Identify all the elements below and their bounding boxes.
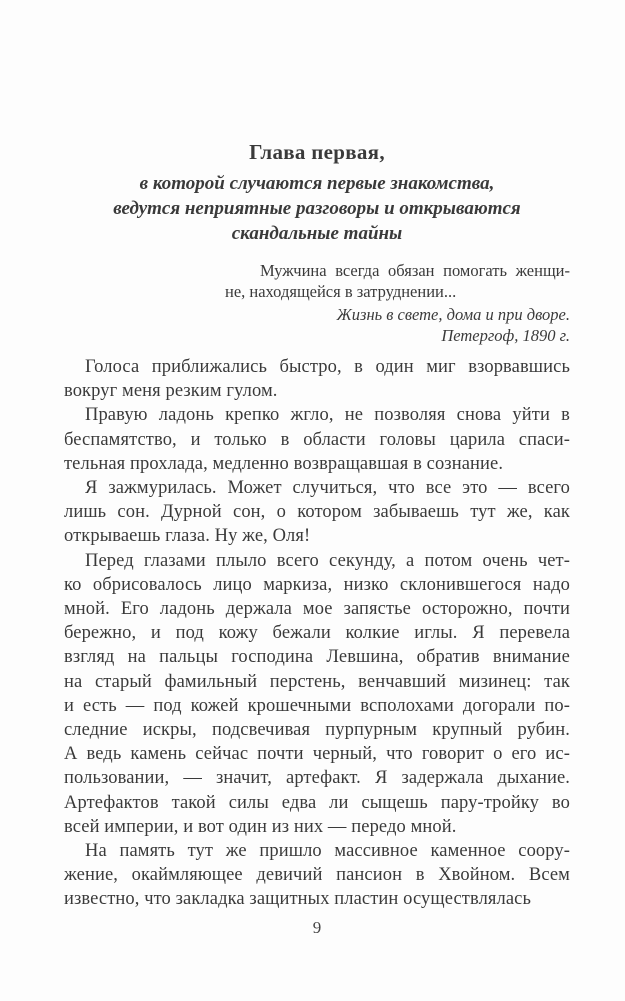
body-line: беспамятство, и только в области головы царила спаси-	[64, 429, 570, 450]
body-line: Артефактов такой силы едва ли сыщешь пару-тройку во	[64, 792, 570, 813]
body-line: На память тут же пришло массивное каменное соору-	[85, 841, 570, 862]
chapter-subtitle-line: скандальные тайны	[231, 223, 403, 244]
body-line: тельная прохлада, медленно возвращавшая в сознание.	[64, 453, 504, 474]
body-line: Я зажмурилась. Может случиться, что все это — всего	[85, 478, 570, 499]
body-line: лишь сон. Дурной сон, о котором забываешь тут же, как	[64, 502, 570, 523]
body-line: жение, окаймляющее девичий пансион в Хвойном. Всем	[64, 865, 570, 886]
epigraph-attribution-line: Петергоф, 1890 г.	[441, 326, 570, 345]
body-line: всей империи, и вот один из них — передо мной.	[64, 816, 457, 837]
chapter-title: Глава первая,	[249, 140, 385, 164]
body-line: А ведь камень сейчас почти черный, что говорит о его ис-	[64, 744, 570, 765]
chapter-subtitle-line: в которой случаются первые знакомства,	[139, 173, 495, 194]
body-line: и есть — под кожей крошечными всполохами догорали по-	[64, 695, 570, 716]
chapter-subtitle-line: ведутся неприятные разговоры и открываются	[113, 198, 521, 219]
epigraph-attribution	[225, 304, 570, 346]
body-line: Перед глазами плыло всего секунду, а потом очень чет-	[85, 550, 570, 571]
epigraph	[225, 260, 570, 346]
body-line: взгляд на пальцы господина Левшина, обратив внимание	[64, 647, 570, 668]
body-line: пользовании, — значит, артефакт. Я задержала дыхание.	[64, 768, 570, 789]
page-number: 9	[312, 917, 322, 937]
body-line: открываешь глаза. Ну же, Оля!	[64, 526, 311, 547]
chapter-subtitle	[64, 171, 570, 246]
body-line: бережно, и под кожу бежали колкие иглы. Я перевела	[64, 623, 570, 644]
body-line: вокруг меня резким гулом.	[64, 381, 278, 402]
body-line: следние искры, подсвечивая пурпурным крупный рубин.	[64, 720, 570, 741]
body-text	[64, 355, 570, 912]
body-line: известно, что закладка защитных пластин осуществлялась	[64, 889, 532, 910]
body-line: мной. Его ладонь держала мое запястье осторожно, почти	[64, 599, 570, 620]
body-line: на старый фамильный перстень, венчавший мизинец: так	[64, 671, 570, 692]
epigraph-line: не, находящейся в затруднении...	[225, 282, 457, 301]
body-line: Голоса приближались быстро, в один миг взорвавшись	[85, 357, 570, 377]
body-line: ко обрисовалось лицо маркиза, низко склонившегося надо	[64, 574, 570, 595]
epigraph-lines	[225, 260, 570, 302]
body-line: Правую ладонь крепко жгло, не позволяя снова уйти в	[85, 405, 570, 426]
epigraph-attribution-line: Жизнь в свете, дома и при дворе.	[336, 305, 570, 324]
epigraph-line: Мужчина всегда обязан помогать женщи-	[260, 261, 570, 280]
